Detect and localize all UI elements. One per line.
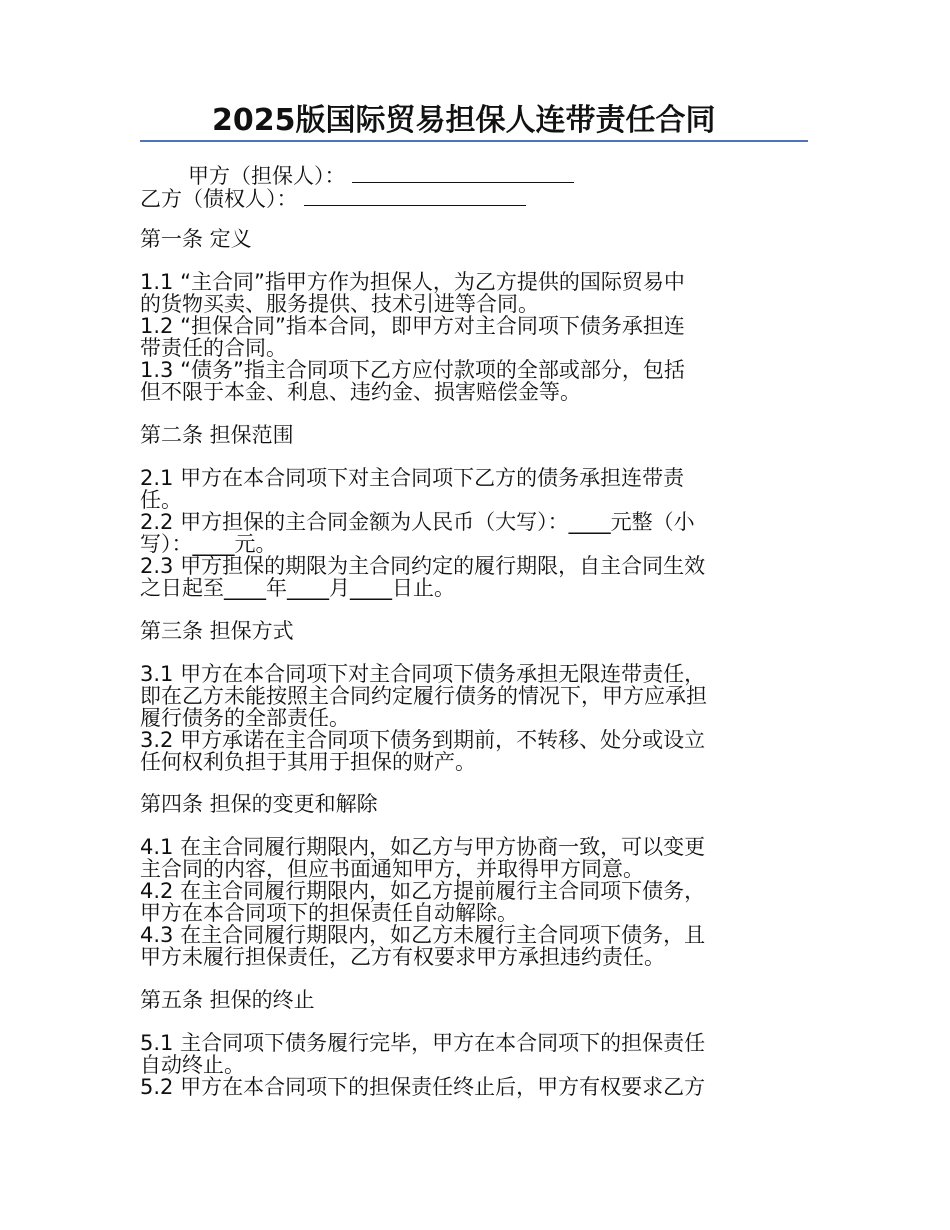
clause-line: 写）：____元。 [140, 532, 277, 556]
section-heading: 第五条 担保的终止 [140, 988, 315, 1012]
section-heading: 第四条 担保的变更和解除 [140, 792, 378, 816]
clause-line: 甲方在本合同项下的担保责任自动解除。 [140, 901, 518, 925]
clause-line: 任。 [140, 488, 182, 512]
document-title: 2025版国际贸易担保人连带责任合同 [212, 103, 716, 138]
section-heading: 第三条 担保方式 [140, 619, 294, 643]
clause-line: 3.2 甲方承诺在主合同项下债务到期前，不转移、处分或设立 [140, 728, 706, 752]
clause-line: 1.2 “担保合同”指本合同，即甲方对主合同项下债务承担连 [140, 314, 685, 338]
clause-line: 4.3 在主合同履行期限内，如乙方未履行主合同项下债务，且 [140, 923, 706, 947]
section-heading: 第二条 担保范围 [140, 423, 294, 447]
clause-line: 2.1 甲方在本合同项下对主合同项下乙方的债务承担连带责 [140, 466, 685, 490]
clause-line: 5.2 甲方在本合同项下的担保责任终止后，甲方有权要求乙方 [140, 1075, 706, 1099]
clause-line: 任何权利负担于其用于担保的财产。 [140, 750, 476, 774]
clause-line: 2.3 甲方担保的期限为主合同约定的履行期限，自主合同生效 [140, 554, 706, 578]
party-a-line [188, 164, 574, 187]
party-a-blank [352, 164, 574, 183]
clause-line: 4.2 在主合同履行期限内，如乙方提前履行主合同项下债务， [140, 879, 706, 903]
clause-line: 的货物买卖、服务提供、技术引进等合同。 [140, 292, 539, 316]
document-title-block [140, 100, 808, 142]
clause-line: 但不限于本金、利息、违约金、损害赔偿金等。 [140, 380, 581, 404]
clause-line: 4.1 在主合同履行期限内，如乙方与甲方协商一致，可以变更 [140, 835, 706, 859]
party-a-label: 甲方（担保人）： [188, 164, 346, 188]
clause-line: 5.1 主合同项下债务履行完毕，甲方在本合同项下的担保责任 [140, 1031, 706, 1055]
clause-line: 2.2 甲方担保的主合同金额为人民币（大写）：____元整（小 [140, 510, 695, 534]
party-b-blank [304, 187, 526, 206]
party-b-line [140, 187, 526, 210]
clause-line: 甲方未履行担保责任，乙方有权要求甲方承担违约责任。 [140, 945, 665, 969]
clause-line: 履行债务的全部责任。 [140, 706, 350, 730]
party-b-label: 乙方（债权人）： [140, 187, 298, 211]
clause-line: 带责任的合同。 [140, 336, 287, 360]
clause-line: 3.1 甲方在本合同项下对主合同项下债务承担无限连带责任， [140, 662, 706, 686]
clause-line: 自动终止。 [140, 1053, 245, 1077]
clause-line: 之日起至____年____月____日止。 [140, 576, 455, 600]
clause-line: 即在乙方未能按照主合同约定履行债务的情况下，甲方应承担 [140, 684, 707, 708]
clause-line: 1.1 “主合同”指甲方作为担保人，为乙方提供的国际贸易中 [140, 270, 685, 294]
clause-line: 1.3 “债务”指主合同项下乙方应付款项的全部或部分，包括 [140, 358, 685, 382]
clause-line: 主合同的内容，但应书面通知甲方，并取得甲方同意。 [140, 857, 644, 881]
section-heading: 第一条 定义 [140, 227, 252, 251]
